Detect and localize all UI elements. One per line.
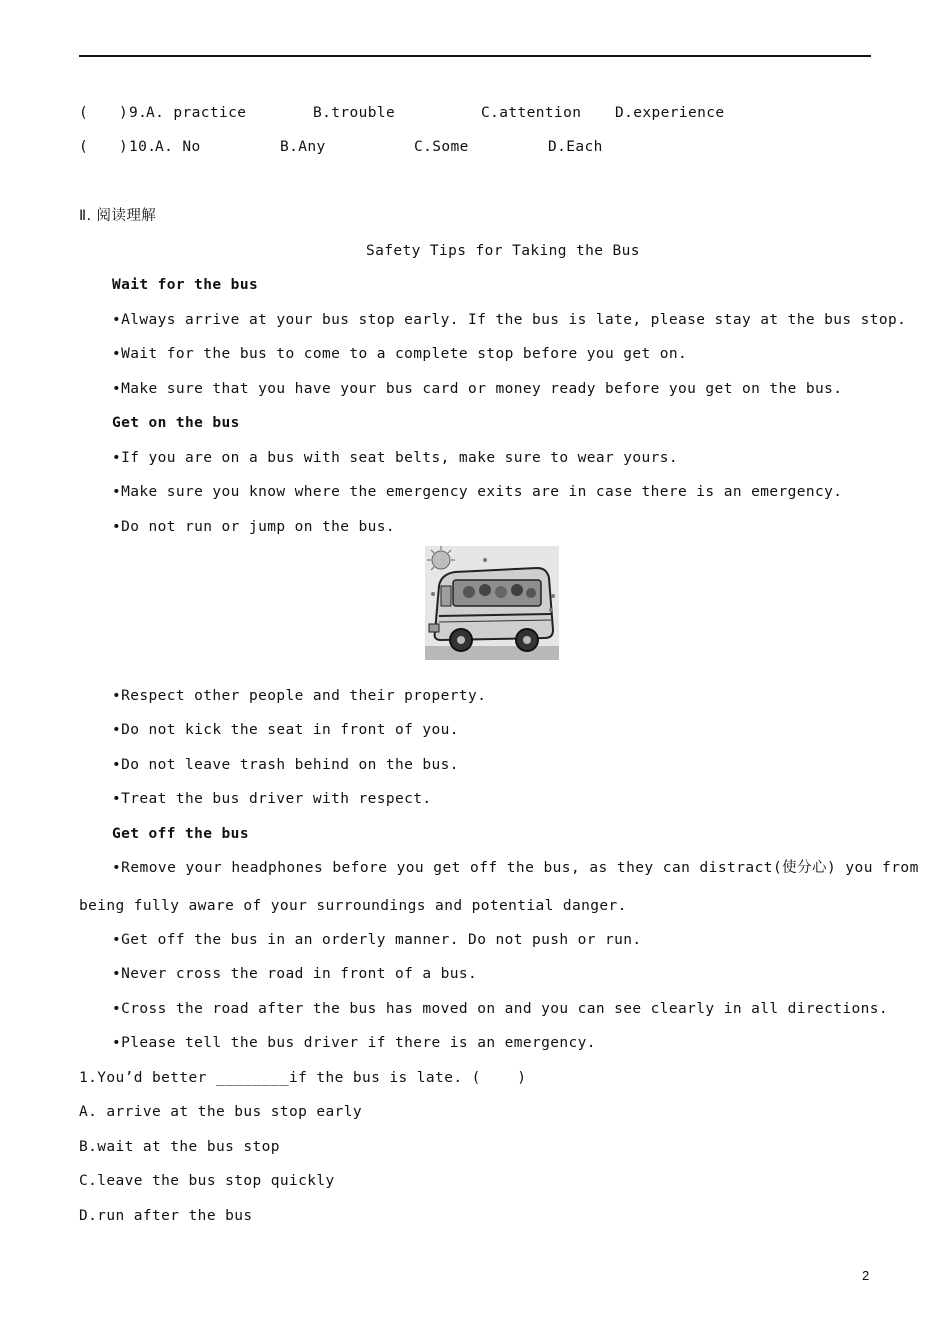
tip-wait-3: •Make sure that you have your bus card or money ready before you get on the bus. — [112, 381, 843, 397]
subheading-get-off: Get off the bus — [112, 826, 249, 842]
mc-9-option-a: A. practice — [146, 105, 247, 121]
question-1-option-d: D.run after the bus — [79, 1208, 253, 1224]
tip-on-3: •Do not run or jump on the bus. — [112, 519, 396, 535]
tip-on-7: •Treat the bus driver with respect. — [112, 791, 432, 807]
mc-9-paren-open: ( — [79, 105, 89, 121]
tip-off-1a: •Remove your headphones before you get off the bus, as they can distract(使分心) you from — [112, 860, 919, 876]
tip-on-1: •If you are on a bus with seat belts, make sure to wear yours. — [112, 450, 679, 466]
mc-9-number: 9. — [129, 105, 148, 121]
passage-title: Safety Tips for Taking the Bus — [366, 243, 640, 259]
tip-off-3: •Never cross the road in front of a bus. — [112, 966, 478, 982]
bus-icon — [429, 568, 553, 651]
bus-illustration — [425, 546, 559, 660]
mc-10-option-a: A. No — [155, 139, 201, 155]
mc-9-paren-close: ) — [119, 105, 129, 121]
question-1-option-b: B.wait at the bus stop — [79, 1139, 280, 1155]
tip-on-6: •Do not leave trash behind on the bus. — [112, 757, 459, 773]
mc-9-option-c: C.attention — [481, 105, 582, 121]
section-heading: Ⅱ. 阅读理解 — [79, 208, 157, 224]
tip-off-2: •Get off the bus in an orderly manner. Do not push or run. — [112, 932, 642, 948]
tip-wait-1: •Always arrive at your bus stop early. If the bus is late, please stay at the bus stop. — [112, 312, 907, 328]
question-1-option-a: A. arrive at the bus stop early — [79, 1104, 363, 1120]
tip-off-4: •Cross the road after the bus has moved on and you can see clearly in all directions. — [112, 1001, 889, 1017]
tip-wait-2: •Wait for the bus to come to a complete stop before you get on. — [112, 346, 688, 362]
tip-off-5: •Please tell the bus driver if there is an emergency. — [112, 1035, 596, 1051]
tip-on-5: •Do not kick the seat in front of you. — [112, 722, 459, 738]
mc-10-paren-open: ( — [79, 139, 89, 155]
mc-10-option-c: C.Some — [414, 139, 469, 155]
tip-on-2: •Make sure you know where the emergency exits are in case there is an emergency. — [112, 484, 843, 500]
mc-10-number: 10. — [129, 139, 157, 155]
tip-on-4: •Respect other people and their property. — [112, 688, 487, 704]
subheading-wait: Wait for the bus — [112, 277, 259, 293]
mc-10-option-b: B.Any — [280, 139, 326, 155]
question-1-stem: 1.You’d better ________if the bus is late. ( ) — [79, 1070, 527, 1086]
question-1-option-c: C.leave the bus stop quickly — [79, 1173, 335, 1189]
page-number: 2 — [862, 1268, 870, 1283]
mc-9-option-d: D.experience — [615, 105, 725, 121]
header-rule — [79, 55, 871, 57]
subheading-get-on: Get on the bus — [112, 415, 240, 431]
tip-off-1b: being fully aware of your surroundings and potential danger. — [79, 898, 627, 914]
mc-10-option-d: D.Each — [548, 139, 603, 155]
mc-10-paren-close: ) — [119, 139, 129, 155]
mc-9-option-b: B.trouble — [313, 105, 396, 121]
